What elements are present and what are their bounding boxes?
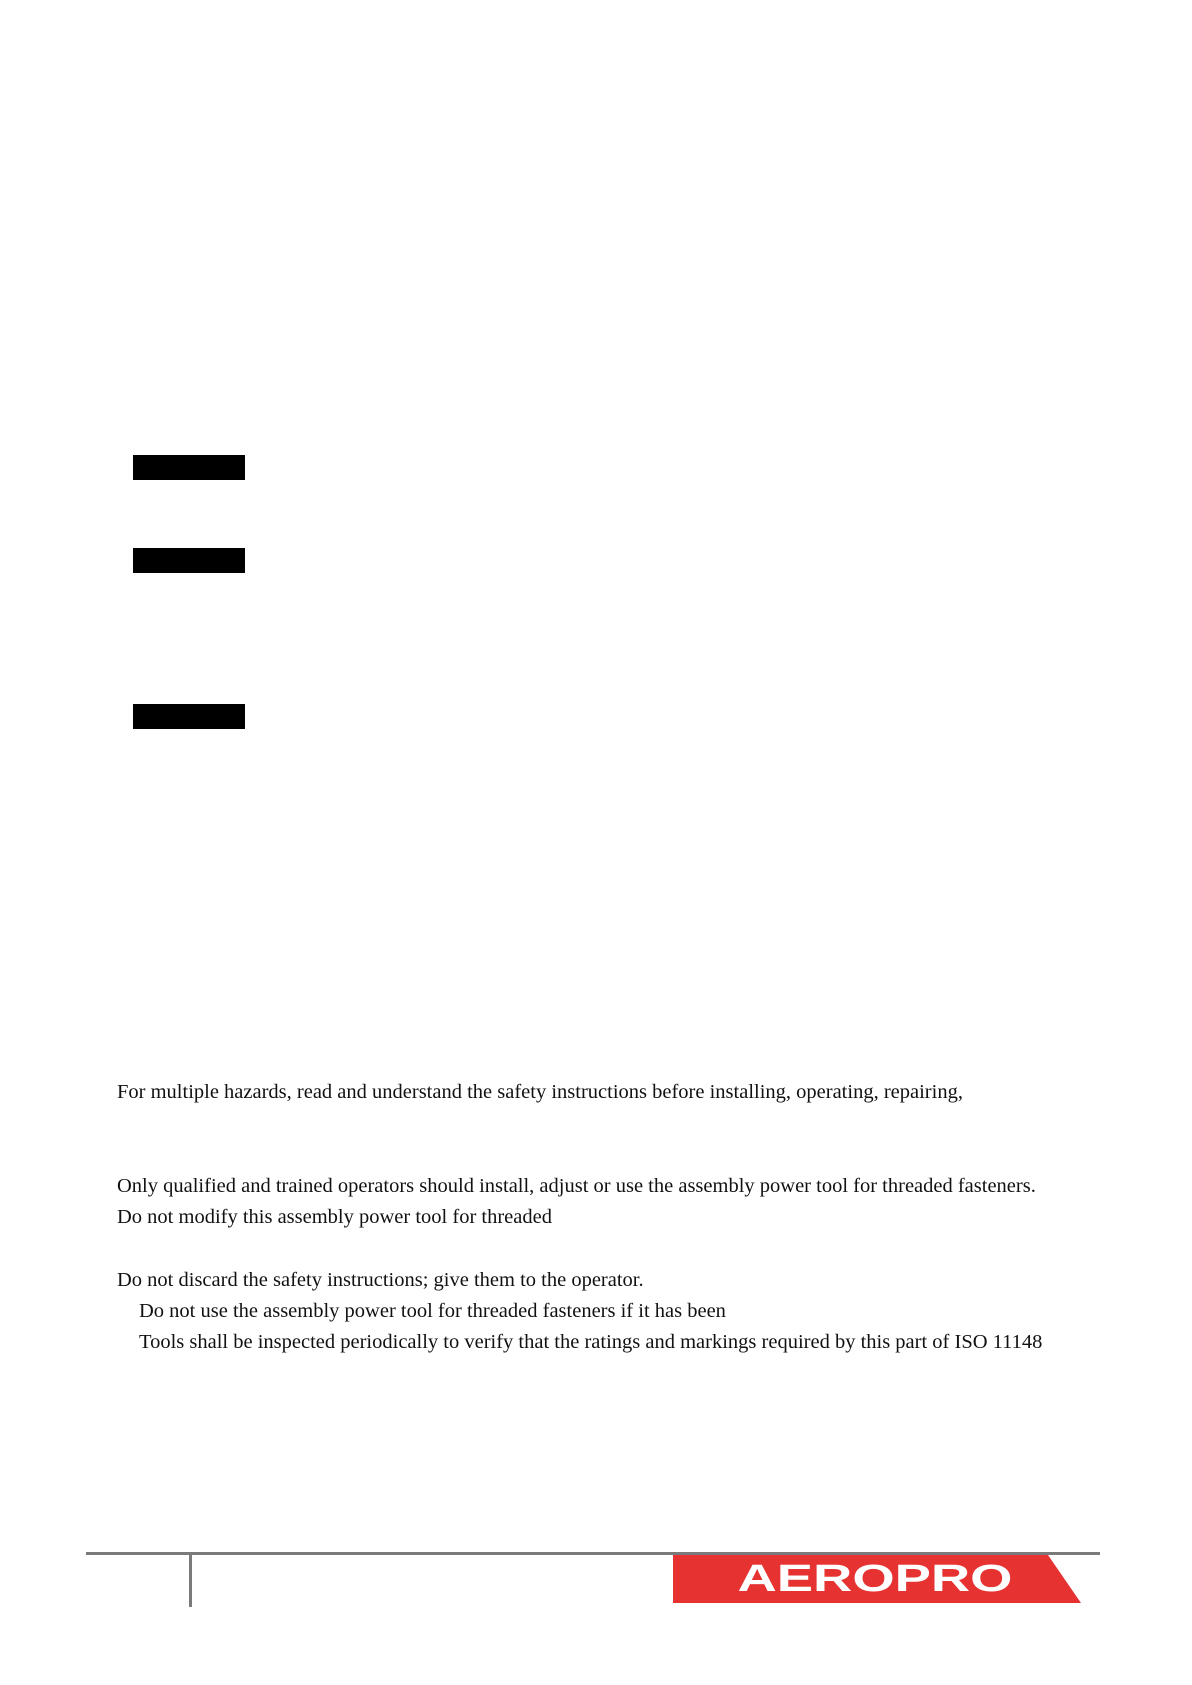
redacted-label-bar <box>133 548 245 573</box>
svg-text:AEROPRO: AEROPRO <box>737 1558 1013 1600</box>
aeropro-logo <box>673 1555 1081 1603</box>
safety-paragraph-qualified-operators: Only qualified and trained operators should install, adjust or use the assembly power tool for threaded fasteners. <box>117 1175 1036 1197</box>
safety-paragraph-multiple-hazards: For multiple hazards, read and understand the safety instructions before installing, operating, repairing, <box>117 1081 963 1103</box>
footer-divider <box>189 1554 192 1607</box>
safety-paragraph-do-not-discard: Do not discard the safety instructions; give them to the operator. <box>117 1269 644 1291</box>
safety-paragraph-do-not-modify: Do not modify this assembly power tool for threaded <box>117 1206 552 1228</box>
redacted-label-bar <box>133 455 245 480</box>
safety-item-periodic-inspection: Tools shall be inspected periodically to verify that the ratings and markings required by this part of ISO 11148 <box>139 1331 1043 1353</box>
safety-item-do-not-use-damaged: Do not use the assembly power tool for threaded fasteners if it has been <box>139 1300 726 1322</box>
redacted-label-bar <box>133 704 245 729</box>
